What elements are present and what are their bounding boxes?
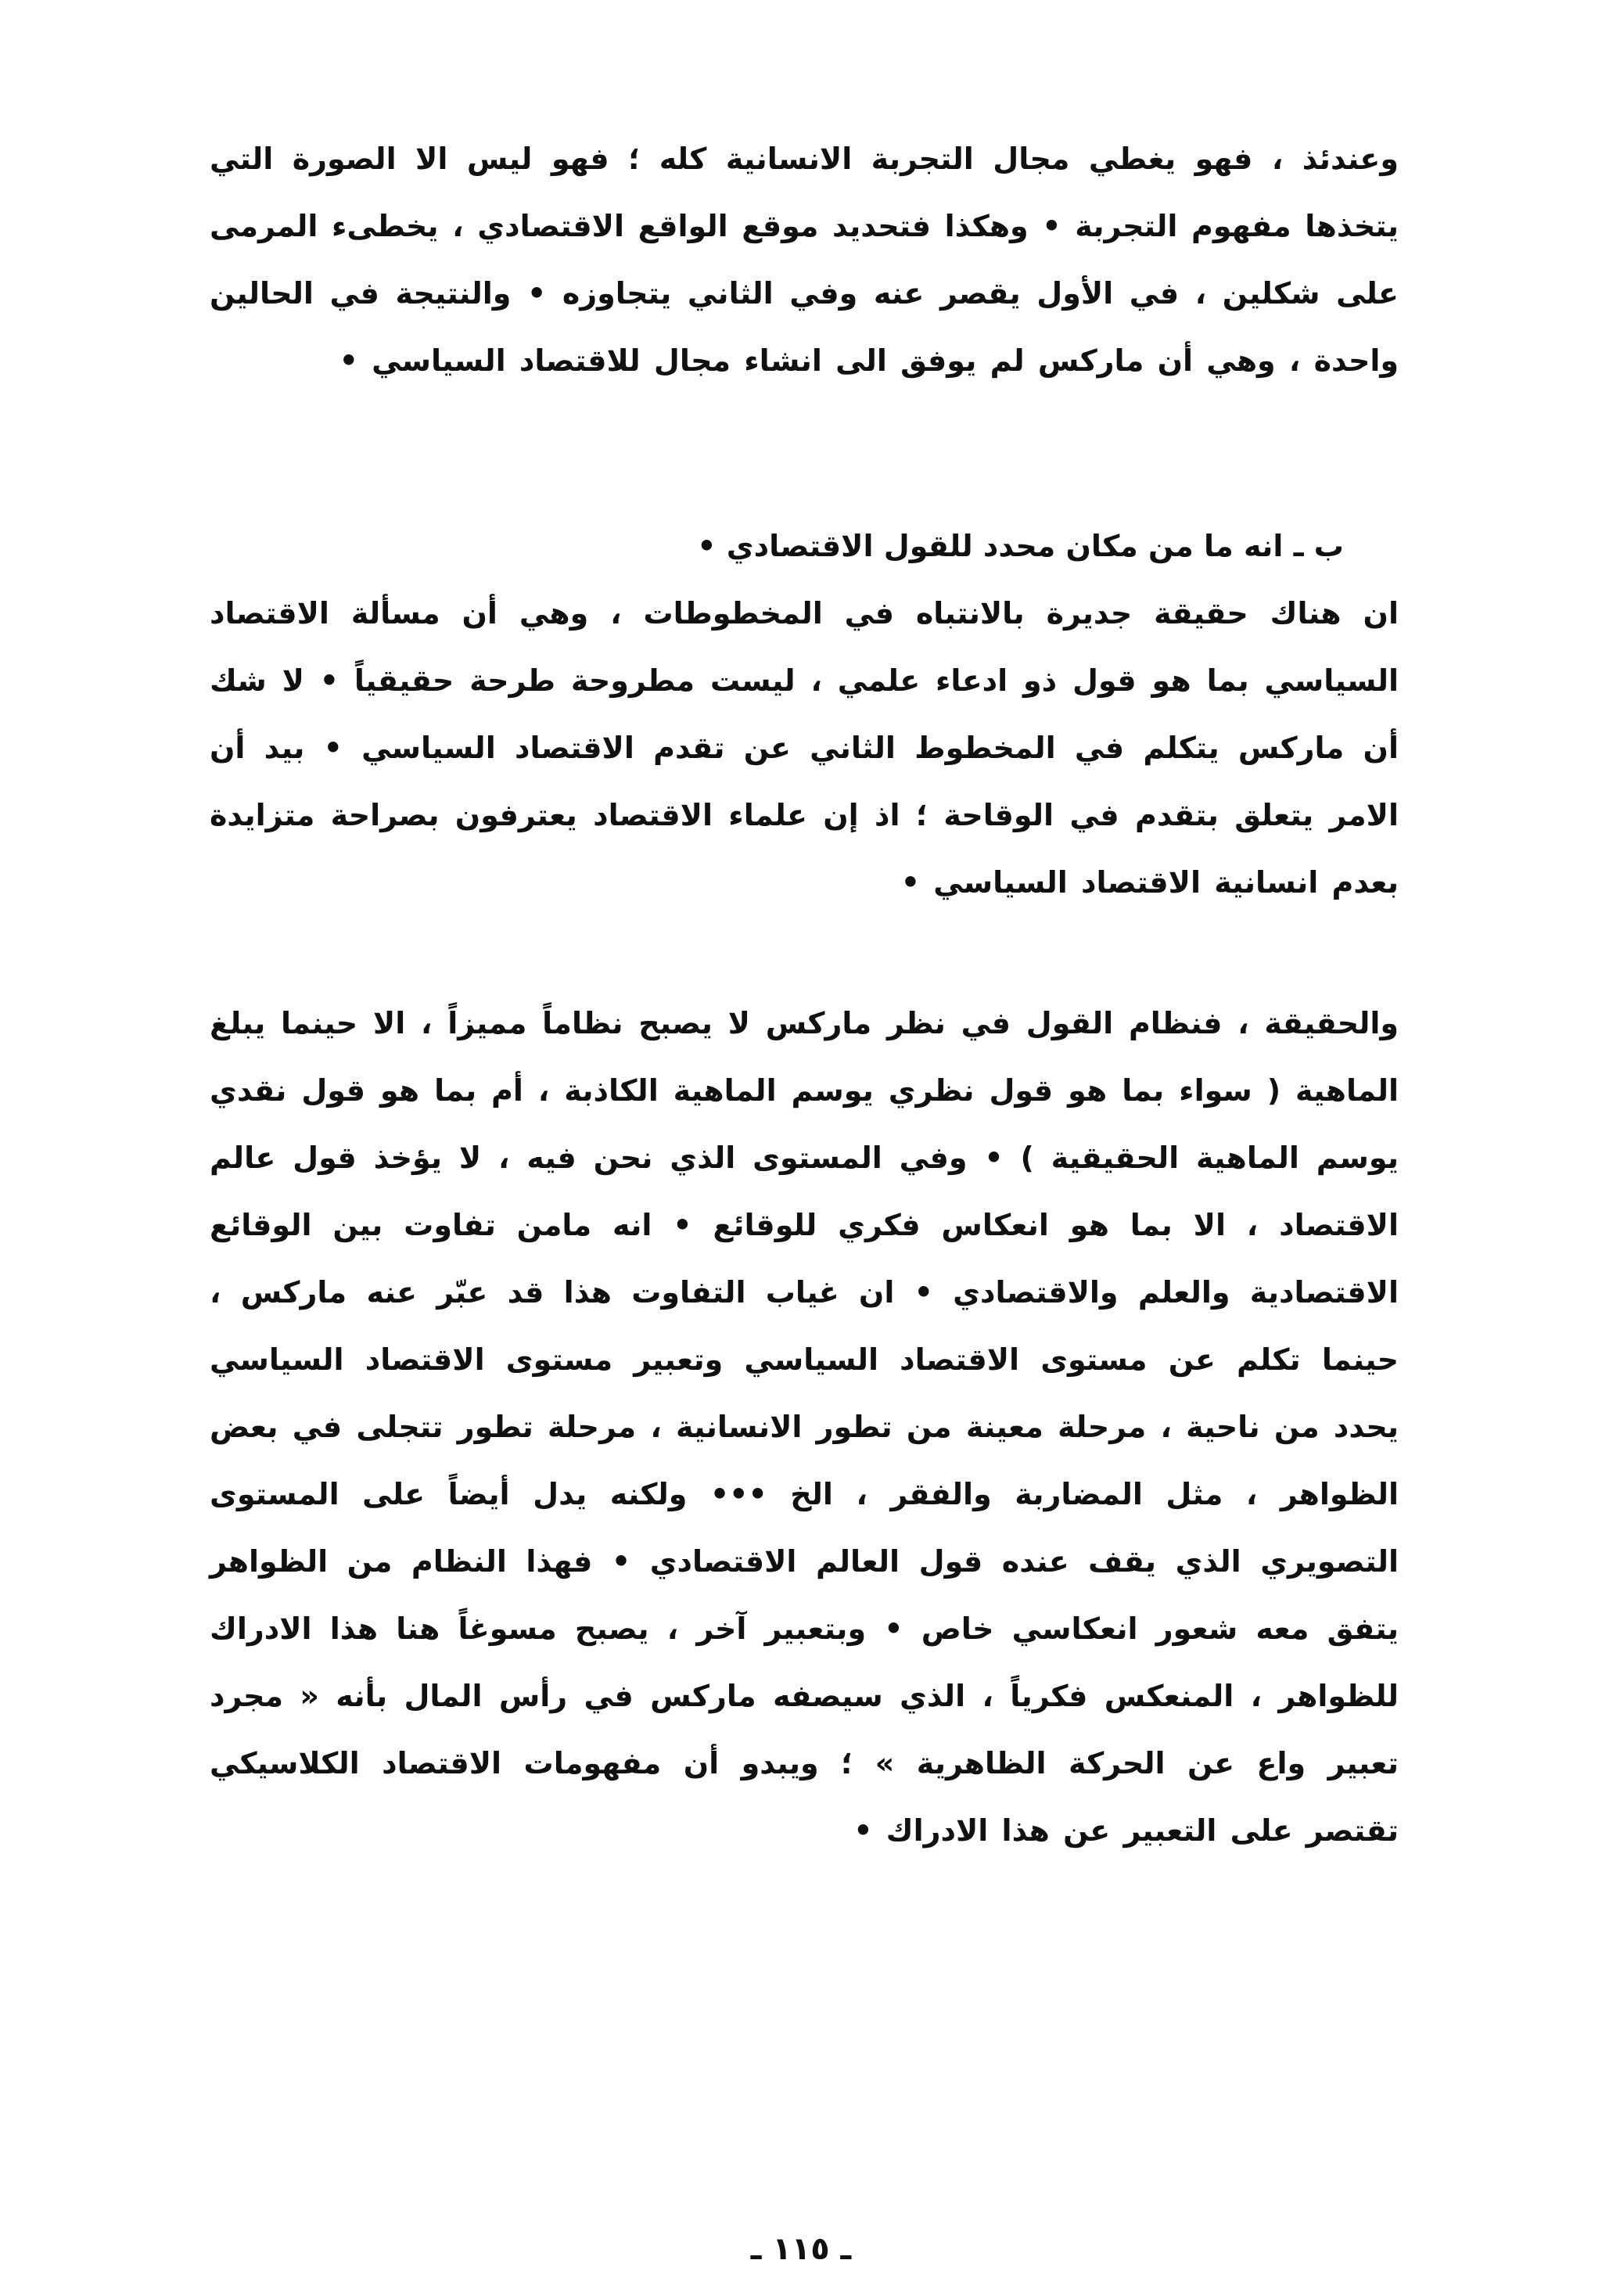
text-block-middle [210,580,1399,916]
page-number: ـ ١١٥ ـ [750,2231,852,2267]
paragraph-1: وعندئذ ، فهو يغطي مجال التجربة الانسانية كله ؛ فهو ليس الا الصورة التي يتخذها مفهوم التجربة • وهكذا فتحديد موقع الواقع الاقتصادي ، يخطىء المرمى على شكلين ، في الأول يقصر عنه وفي الثاني يتجاوزه • والنتيجة في الحالين واحدة ، وهي أن ماركس لم يوفق الى انشاء مجال للاقتصاد السياسي • [210,142,1399,378]
paragraph-3: والحقيقة ، فنظام القول في نظر ماركس لا يصبح نظاماً مميزاً ، الا حينما يبلغ الماهية ( سواء بما هو قول نظري يوسم الماهية الكاذبة ، أم بما هو قول نقدي يوسم الماهية الحقيقية ) • وفي المستوى الذي نحن فيه ، لا يؤخذ قول عالم الاقتصاد ، الا بما هو انعكاس فكري للوقائع • انه مامن تفاوت بين الوقائع الاقتصادية والعلم والاقتصادي • ان غياب التفاوت هذا قد عبّر عنه ماركس ، حينما تكلم عن مستوى الاقتصاد السياسي وتعبير مستوى الاقتصاد السياسي يحدد من ناحية ، مرحلة معينة من تطور الانسانية ، مرحلة تطور تتجلى في بعض الظواهر ، مثل المضاربة والفقر ، الخ ••• ولكنه يدل أيضاً على المستوى التصويري الذي يقف عنده قول العالم الاقتصادي • فهذا النظام من الظواهر يتفق معه شعور انعكاسي خاص • وبتعبير آخر ، يصبح مسوغاً هنا هذا الادراك للظواهر ، المنعكس فكرياً ، الذي سيصفه ماركس في رأس المال بأنه « مجرد تعبير واع عن الحركة الظاهرية » ؛ ويبدو أن مفهومات الاقتصاد الكلاسيكي تقتصر على التعبير عن هذا الادراك • [210,1006,1399,1848]
paragraph-2: ان هناك حقيقة جديرة بالانتباه في المخطوطات ، وهي أن مسألة الاقتصاد السياسي بما هو قول ذو ادعاء علمي ، ليست مطروحة طرحة حقيقياً • لا شك أن ماركس يتكلم في المخطوط الثاني عن تقدم الاقتصاد السياسي • بيد أن الامر يتعلق بتقدم في الوقاحة ؛ اذ إن علماء الاقتصاد يعترفون بصراحة متزايدة بعدم انسانية الاقتصاد السياسي • [210,596,1399,900]
text-block-bottom [210,990,1399,1864]
section-heading-b: ب ـ انه ما من مكان محدد للقول الاقتصادي • [697,529,1344,563]
text-block-top [210,125,1399,394]
